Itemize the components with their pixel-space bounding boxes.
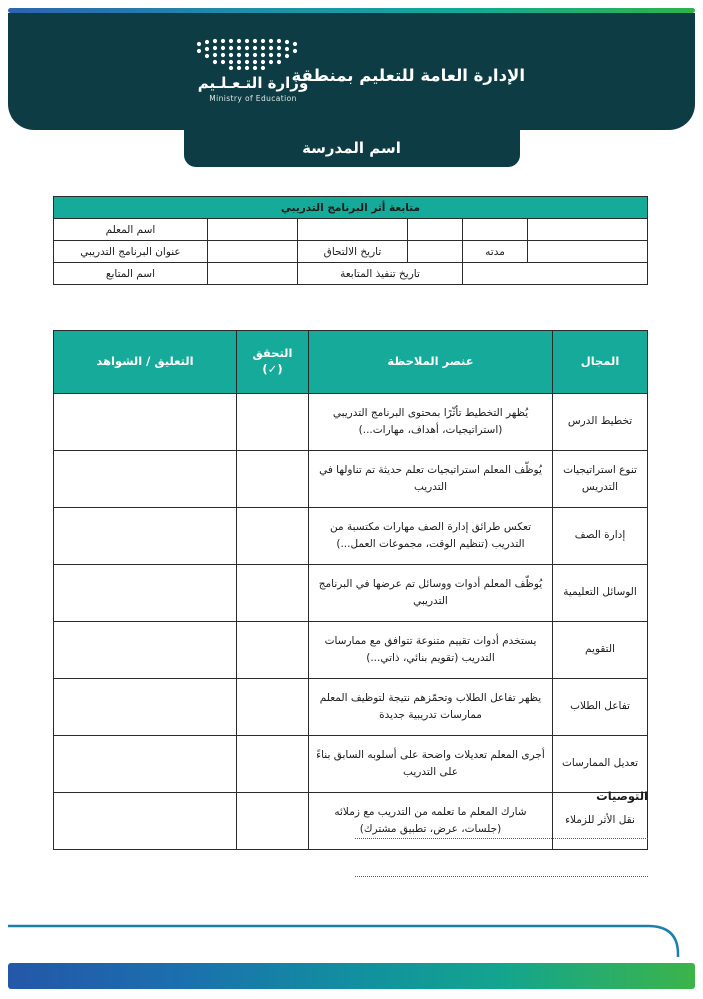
info-cell-label-1c bbox=[463, 219, 528, 241]
footer-curve-decoration bbox=[8, 923, 695, 957]
ministry-logo-english-text: Ministry of Education bbox=[209, 93, 297, 103]
row-note-4[interactable] bbox=[54, 565, 237, 622]
row-check-8[interactable] bbox=[237, 793, 309, 850]
ministry-logo-arabic-text: وزارة التـعـلـيم bbox=[197, 74, 309, 92]
row-note-8[interactable] bbox=[54, 793, 237, 850]
info-cell-value-duration[interactable] bbox=[528, 241, 648, 263]
info-cell-value-follower-name[interactable] bbox=[208, 263, 298, 285]
info-cell-value-1a[interactable] bbox=[208, 219, 298, 241]
page-footer bbox=[8, 923, 695, 989]
row-check-2[interactable] bbox=[237, 451, 309, 508]
observation-table bbox=[53, 330, 648, 850]
header-field: المجال bbox=[553, 331, 648, 394]
table-row bbox=[53, 263, 647, 285]
row-field-6: تفاعل الطلاب bbox=[553, 679, 648, 736]
info-cell-label-followup-date: تاريخ تنفيذ المتابعة bbox=[298, 263, 463, 285]
info-cell-label-program-title: عنوان البرنامج التدريبي bbox=[53, 241, 207, 263]
row-item-4: يُوظّف المعلم أدوات ووسائل تم عرضها في البرنامج التدريبي bbox=[309, 565, 553, 622]
row-check-4[interactable] bbox=[237, 565, 309, 622]
ministry-logo bbox=[188, 38, 318, 103]
info-table-title-row bbox=[53, 197, 647, 219]
row-item-6: يظهر تفاعل الطلاب وتحمّزهم نتيجة لتوظيف المعلم ممارسات تدريبية جديدة bbox=[309, 679, 553, 736]
table-row bbox=[53, 219, 647, 241]
table-row bbox=[53, 241, 647, 263]
row-check-1[interactable] bbox=[237, 394, 309, 451]
info-cell-value-1b[interactable] bbox=[408, 219, 463, 241]
recommendations-line-2[interactable] bbox=[355, 876, 648, 877]
row-field-2: تنوع استراتيجيات التدريس bbox=[553, 451, 648, 508]
row-item-2: يُوظّف المعلم استراتيجيات تعلم حديثة تم تناولها في التدريب bbox=[309, 451, 553, 508]
header-comment-evidence: التعليق / الشواهد bbox=[54, 331, 237, 394]
page-header bbox=[8, 8, 695, 130]
header-verification-line2: (✓) bbox=[262, 362, 283, 376]
info-cell-label-follower-name: اسم المتابع bbox=[53, 263, 207, 285]
info-table-title: متابعة أثر البرنامج التدريبي bbox=[53, 197, 647, 219]
row-check-6[interactable] bbox=[237, 679, 309, 736]
ministry-of-education-dots-logo-icon bbox=[193, 38, 313, 70]
row-field-3: إدارة الصف bbox=[553, 508, 648, 565]
row-note-7[interactable] bbox=[54, 736, 237, 793]
footer-gradient-bar bbox=[8, 963, 695, 989]
recommendations-title: التوصيات bbox=[596, 789, 648, 803]
header-verification bbox=[237, 331, 309, 394]
row-check-3[interactable] bbox=[237, 508, 309, 565]
table-row bbox=[54, 565, 648, 622]
info-cell-label-join-date: تاريخ الالتحاق bbox=[298, 241, 408, 263]
info-cell-value-1c[interactable] bbox=[528, 219, 648, 241]
row-note-1[interactable] bbox=[54, 394, 237, 451]
info-cell-value-program-title[interactable] bbox=[208, 241, 298, 263]
table-row bbox=[54, 451, 648, 508]
page-title: الإدارة العامة للتعليم بمنطقة bbox=[291, 66, 525, 85]
table-row bbox=[54, 793, 648, 850]
school-name-plaque bbox=[0, 130, 703, 167]
row-note-2[interactable] bbox=[54, 451, 237, 508]
row-item-8: شارك المعلم ما تعلمه من التدريب مع زملائه (جلسات، عرض، تطبيق مشترك) bbox=[309, 793, 553, 850]
header-verification-line1: التحقق bbox=[252, 346, 293, 361]
school-name-label: اسم المدرسة bbox=[184, 130, 520, 167]
info-cell-label-duration: مدته bbox=[463, 241, 528, 263]
row-check-5[interactable] bbox=[237, 622, 309, 679]
row-check-7[interactable] bbox=[237, 736, 309, 793]
row-item-5: يستخدم أدوات تقييم متنوعة تتوافق مع ممارسات التدريب (تقويم بنائي، ذاتي...) bbox=[309, 622, 553, 679]
table-row bbox=[54, 622, 648, 679]
row-note-6[interactable] bbox=[54, 679, 237, 736]
row-field-5: التقويم bbox=[553, 622, 648, 679]
row-note-5[interactable] bbox=[54, 622, 237, 679]
table-row bbox=[54, 736, 648, 793]
row-note-3[interactable] bbox=[54, 508, 237, 565]
info-cell-label-teacher-name: اسم المعلم bbox=[53, 219, 207, 241]
row-field-4: الوسائل التعليمية bbox=[553, 565, 648, 622]
header-observation-item: عنصر الملاحظة bbox=[309, 331, 553, 394]
row-field-8: نقل الأثر للزملاء bbox=[553, 793, 648, 850]
table-row bbox=[54, 679, 648, 736]
table-row bbox=[54, 394, 648, 451]
info-cell-value-join-date[interactable] bbox=[408, 241, 463, 263]
program-info-table bbox=[53, 196, 648, 285]
row-field-7: تعديل الممارسات bbox=[553, 736, 648, 793]
info-cell-value-3c[interactable] bbox=[463, 263, 648, 285]
row-field-1: تخطيط الدرس bbox=[553, 394, 648, 451]
row-item-3: تعكس طرائق إدارة الصف مهارات مكتسبة من التدريب (تنظيم الوقت، مجموعات العمل...) bbox=[309, 508, 553, 565]
info-cell-label-1b bbox=[298, 219, 408, 241]
table-row bbox=[54, 508, 648, 565]
observation-table-header-row bbox=[54, 331, 648, 394]
recommendations-line-1[interactable] bbox=[355, 838, 648, 839]
row-item-1: يُظهر التخطيط تأثّرًا بمحتوى البرنامج التدريبي (استراتيجيات، أهداف، مهارات...) bbox=[309, 394, 553, 451]
row-item-7: أجرى المعلم تعديلات واضحة على أسلوبه السابق بناءً على التدريب bbox=[309, 736, 553, 793]
